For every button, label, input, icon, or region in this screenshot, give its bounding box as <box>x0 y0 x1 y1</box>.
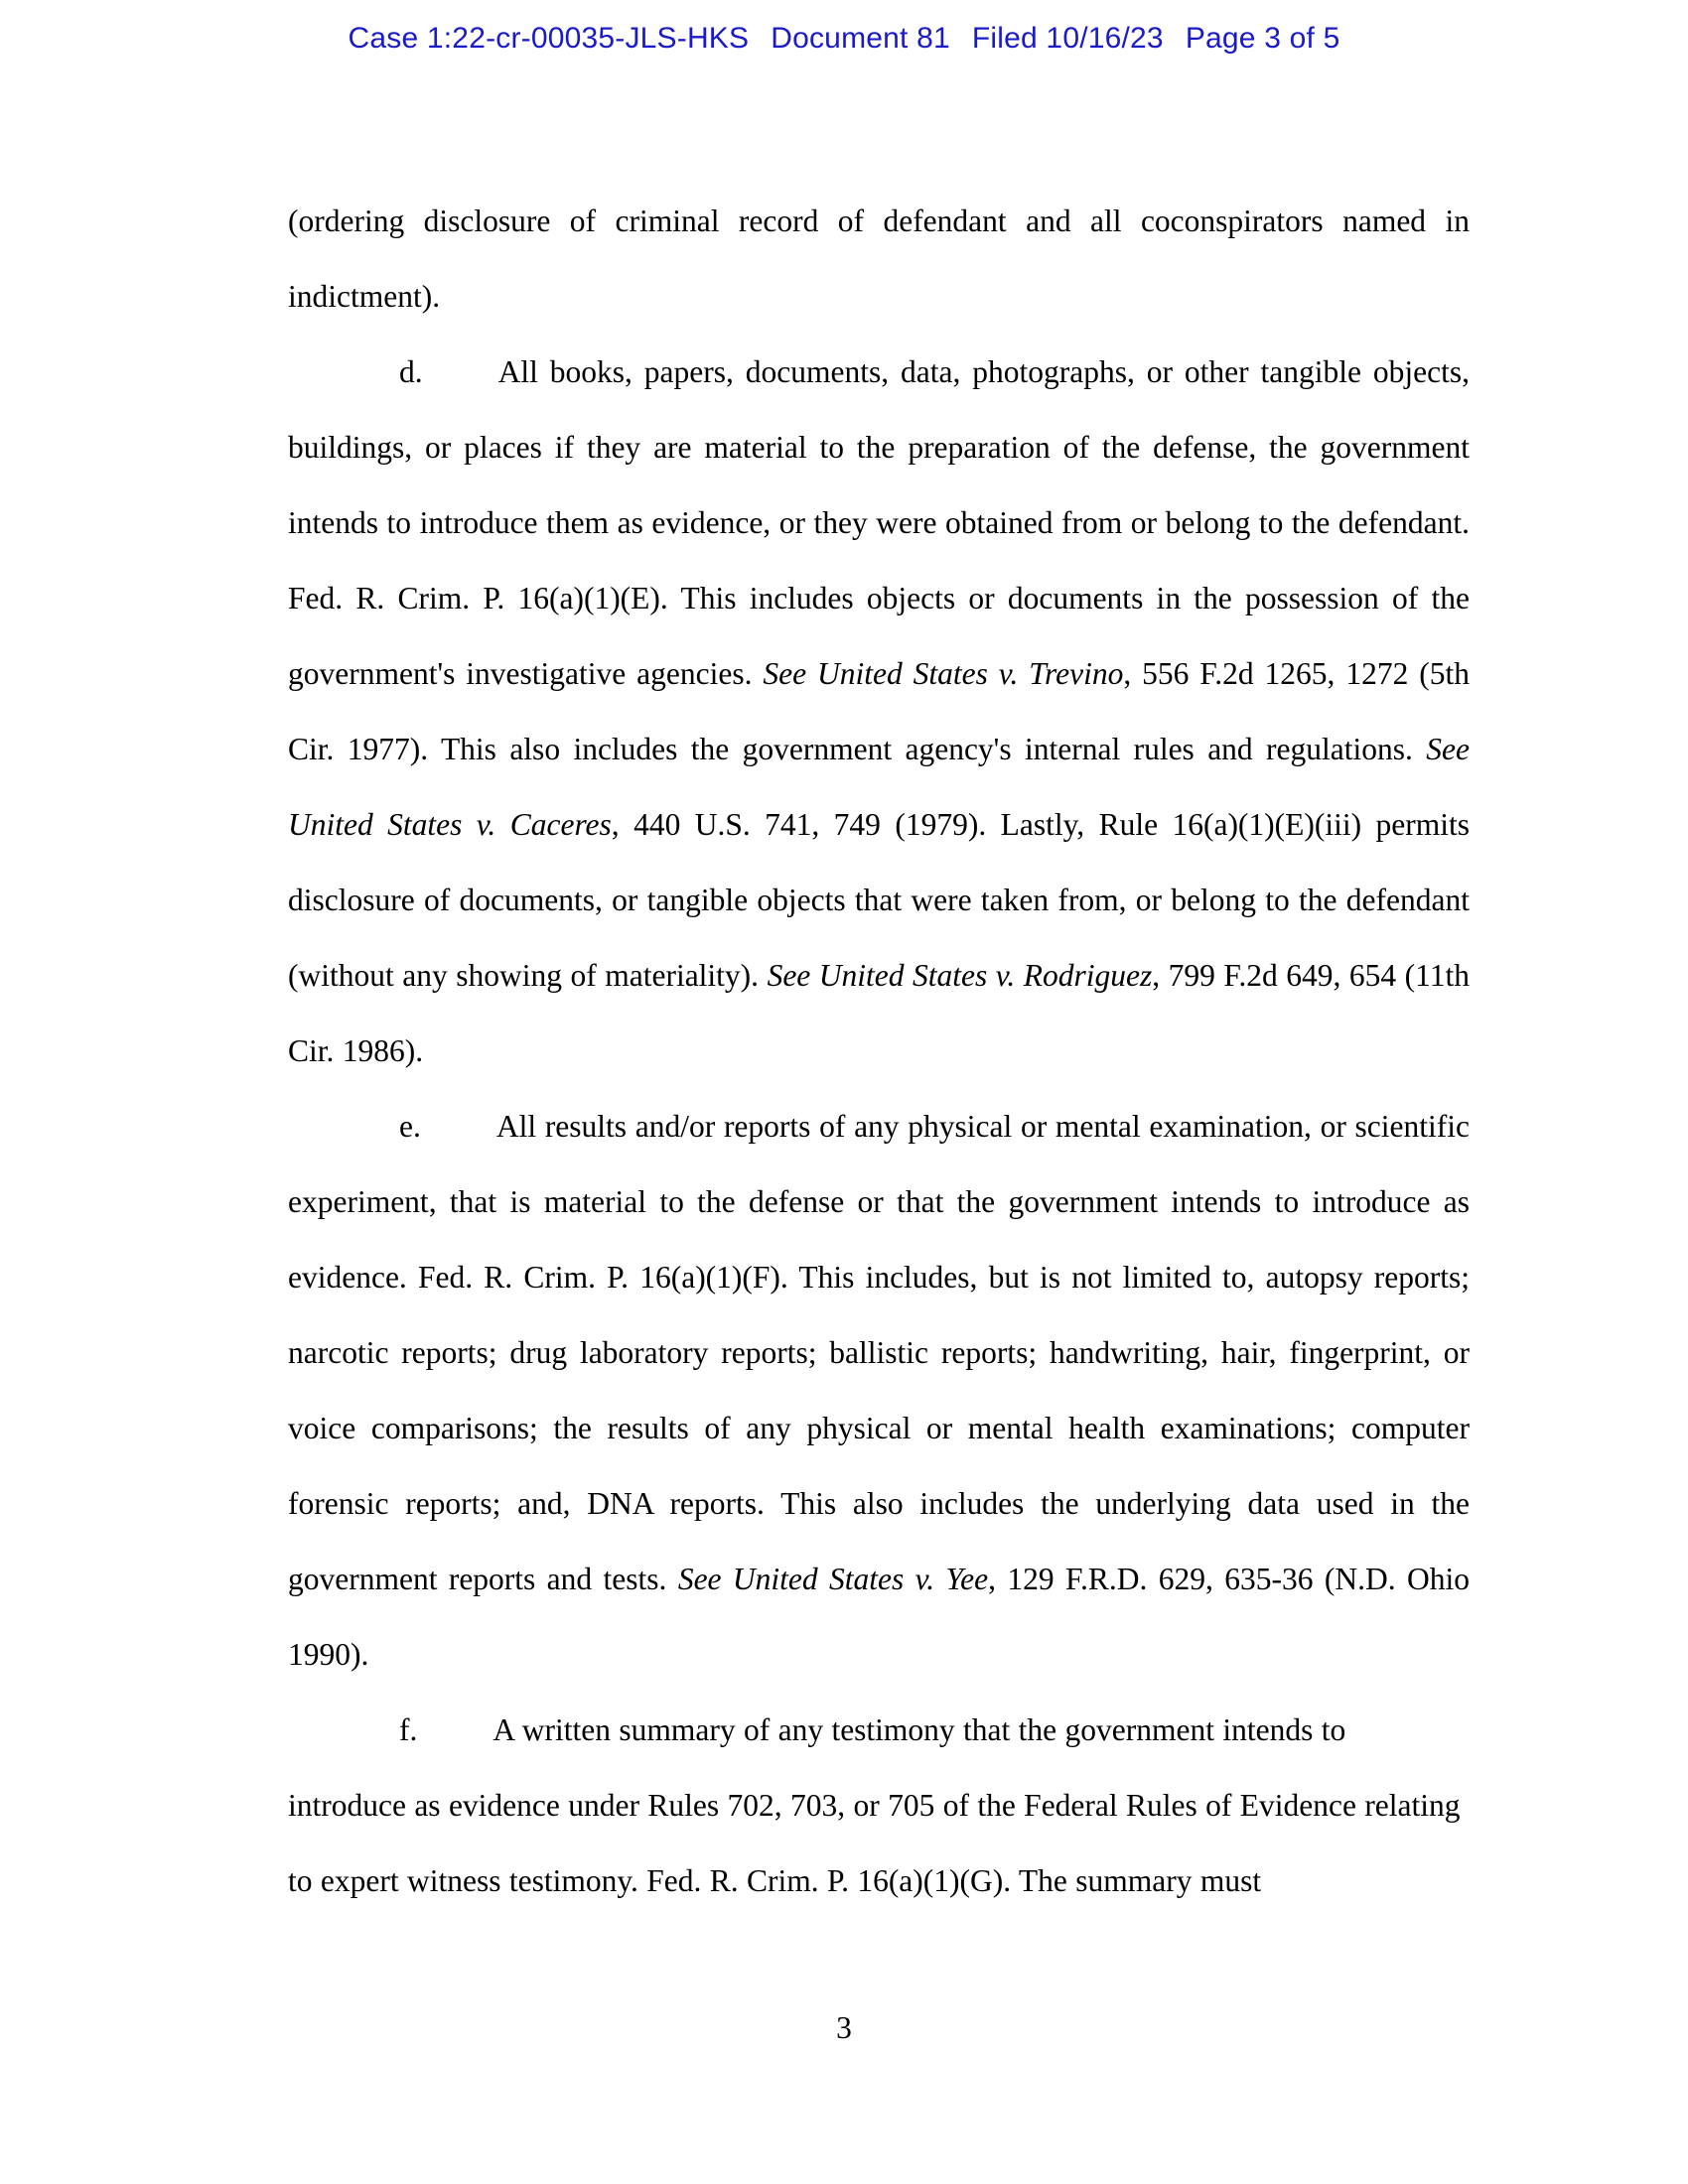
filed-date: Filed 10/16/23 <box>971 22 1164 55</box>
paragraph-intro-text: (ordering disclosure of criminal record of defendant and all coconspirators named in indictment). <box>288 204 1470 314</box>
citation-caceres: See United States v. Caceres <box>288 732 1470 842</box>
paragraph-intro <box>288 184 1470 335</box>
page-of-pages: Page 3 of 5 <box>1185 22 1340 55</box>
ecf-filing-stamp <box>0 22 1688 56</box>
citation-rodriguez: See United States v. Rodriguez <box>767 958 1153 993</box>
paragraph-e-label: e. <box>399 1109 421 1144</box>
document-body <box>288 184 1470 1919</box>
paragraph-d-text-2: , 556 F.2d 1265, 1272 (5th Cir. 1977). This also includes the government agency's internal rules and regulations. <box>288 656 1470 766</box>
paragraph-d-text-4: , 799 F.2d 649, 654 (11th Cir. 1986). <box>288 958 1470 1068</box>
paragraph-d-text-1: All books, papers, documents, data, photographs, or other tangible objects, buildings, or places if they are material to the preparation of the defense, the government intends to introduce them as evidence, or they were obtained from or belong to the defendant. Fed. R. Crim. P. 16(a)(1)(E). This includes objects or documents in the possession of the government's investigative agencies. <box>288 354 1470 691</box>
citation-trevino: See United States v. Trevino <box>763 656 1124 691</box>
paragraph-d <box>288 335 1470 1089</box>
paragraph-e-text-2: , 129 F.R.D. 629, 635-36 (N.D. Ohio 1990). <box>288 1562 1471 1672</box>
paragraph-f <box>288 1693 1470 1919</box>
citation-yee: See United States v. Yee <box>677 1562 989 1596</box>
document-number: Document 81 <box>771 22 950 55</box>
paragraph-d-label: d. <box>399 354 423 389</box>
paragraph-f-label: f. <box>399 1712 418 1747</box>
paragraph-f-text-1: A written summary of any testimony that the government intends to introduce as evidence under Rules 702, 703, or 705 of the Federal Rules of Evidence relating to expert witness testimony. Fed. R. Crim. P. 16(a)(1)(G). The summary must <box>288 1712 1461 1898</box>
paragraph-e-text-1: All results and/or reports of any physical or mental examination, or scientific experiment, that is material to the defense or that the government intends to introduce as evidence. Fed. R. Crim. P. 16(a)(1)(F). This includes, but is not limited to, autopsy reports; narcotic reports; drug laboratory reports; ballistic reports; handwriting, hair, fingerprint, or voice comparisons; the results of any physical or mental health examinations; computer forensic reports; and, DNA reports. This also includes the underlying data used in the government reports and tests. <box>288 1109 1470 1596</box>
paragraph-e <box>288 1089 1470 1693</box>
footer-page-number: 3 <box>836 2010 852 2045</box>
paragraph-d-text-3: , 440 U.S. 741, 749 (1979). Lastly, Rule 16(a)(1)(E)(iii) permits disclosure of documents, or tangible objects that were taken from, or belong to the defendant (without any showing of materiality). <box>288 807 1471 993</box>
case-number: Case 1:22-cr-00035-JLS-HKS <box>348 22 750 55</box>
